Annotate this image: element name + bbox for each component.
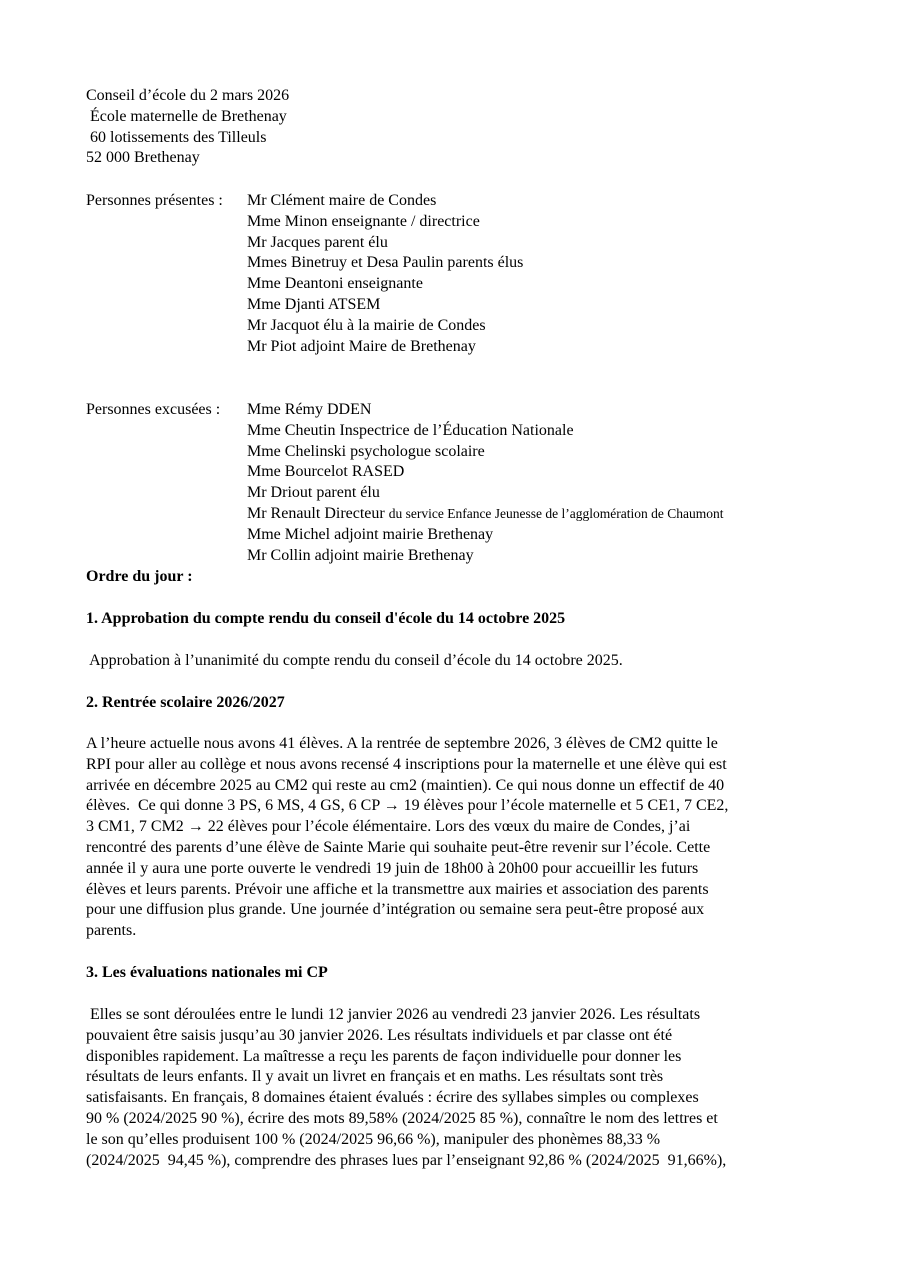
section-body-1: [86, 651, 826, 672]
present-person: Mr Clément maire de Condes: [247, 192, 437, 209]
paragraph-line: arrivée en décembre 2025 au CM2 qui reste au cm2 (maintien). Ce qui nous donne un effectif de 40: [86, 776, 725, 794]
excused-list: [247, 400, 724, 566]
paragraph-line: parents.: [86, 922, 137, 940]
paragraph-line: A l’heure actuelle nous avons 41 élèves. A la rentrée de septembre 2026, 3 élèves de CM2 quitte le: [86, 735, 718, 752]
paragraph-line: le son qu’elles produisent 100 % (2024/2025 96,66 %), manipuler des phonèmes 88,33 %: [86, 1130, 661, 1148]
paragraph-line: pouvaient être saisis jusqu’au 30 janvier 2026. Les résultats individuels et par classe ont été: [86, 1026, 673, 1044]
section-heading-3: 3. Les évaluations nationales mi CP: [86, 964, 328, 981]
paragraph-line: élèves. Ce qui donne 3 PS, 6 MS, 4 GS, 6 CP → 19 élèves pour l’école maternelle et 5 CE1, 7 CE2,: [86, 797, 729, 815]
school-city: 52 000 Brethenay: [86, 149, 200, 167]
present-person: Mme Minon enseignante / directrice: [247, 212, 480, 230]
paragraph-line: RPI pour aller au collège et nous avons recensé 4 inscriptions pour la maternelle et une élève qui est: [86, 755, 727, 773]
section-heading-1: 1. Approbation du compte rendu du conseil d'école du 14 octobre 2025: [86, 610, 566, 627]
document-header: [86, 86, 289, 169]
school-name: École maternelle de Brethenay: [90, 107, 287, 125]
agenda-title: Ordre du jour :: [86, 568, 193, 585]
paragraph-line: élèves et leurs parents. Prévoir une affiche et la transmettre aux mairies et association des parents: [86, 880, 709, 898]
paragraph-line: Approbation à l’unanimité du compte rendu du conseil d’école du 14 octobre 2025.: [86, 652, 623, 669]
present-list: [247, 191, 523, 357]
excused-person: Mme Bourcelot RASED: [247, 463, 405, 481]
paragraph-line: année il y aura une porte ouverte le vendredi 19 juin de 18h00 à 20h00 pour accueillir les futurs: [86, 859, 699, 877]
document-title: Conseil d’école du 2 mars 2026: [86, 87, 290, 104]
section-body-3: [86, 1005, 826, 1171]
present-person: Mr Jacques parent élu: [247, 233, 388, 251]
excused-person-renault: [247, 504, 724, 525]
excused-label: Personnes excusées :: [86, 401, 221, 418]
present-label: Personnes présentes :: [86, 192, 223, 209]
renault-service: du service Enfance Jeunesse de l’agglomération de Chaumont: [388, 505, 724, 521]
paragraph-line: disponibles rapidement. La maîtresse a reçu les parents de façon individuelle pour donner les: [86, 1047, 682, 1065]
excused-person: Mme Chelinski psychologue scolaire: [247, 442, 485, 460]
section-body-2: [86, 734, 826, 942]
paragraph-line: Elles se sont déroulées entre le lundi 12 janvier 2026 au vendredi 23 janvier 2026. Les résultats: [86, 1006, 701, 1023]
paragraph-line: rencontré des parents d’une élève de Sainte Marie qui souhaite peut-être revenir sur l’école. Cette: [86, 838, 711, 856]
paragraph-line: 90 % (2024/2025 90 %), écrire des mots 89,58% (2024/2025 85 %), connaître le nom des lettres et: [86, 1109, 718, 1127]
present-person: Mme Deantoni enseignante: [247, 275, 423, 293]
renault-name: Mr Renault Directeur: [247, 504, 389, 522]
present-person: Mr Piot adjoint Maire de Brethenay: [247, 337, 476, 355]
paragraph-line: 3 CM1, 7 CM2 → 22 élèves pour l’école élémentaire. Lors des vœux du maire de Condes, j’ai: [86, 818, 691, 836]
excused-person: Mme Cheutin Inspectrice de l’Éducation Nationale: [247, 421, 574, 439]
paragraph-line: satisfaisants. En français, 8 domaines étaient évalués : écrire des syllabes simples ou complexes: [86, 1089, 699, 1107]
paragraph-line: résultats de leurs enfants. Il y avait un livret en français et en maths. Les résultats sont très: [86, 1068, 664, 1086]
present-person: Mme Djanti ATSEM: [247, 295, 381, 313]
section-heading-2: 2. Rentrée scolaire 2026/2027: [86, 694, 285, 711]
paragraph-line: (2024/2025 94,45 %), comprendre des phrases lues par l’enseignant 92,86 % (2024/2025 91,66%),: [86, 1151, 727, 1169]
present-person: Mr Jacquot élu à la mairie de Condes: [247, 316, 486, 334]
excused-person: Mr Collin adjoint mairie Brethenay: [247, 546, 474, 564]
paragraph-line: pour une diffusion plus grande. Une journée d’intégration ou semaine sera peut-être proposé aux: [86, 901, 705, 919]
excused-person: Mme Michel adjoint mairie Brethenay: [247, 525, 494, 543]
present-person: Mmes Binetruy et Desa Paulin parents élus: [247, 254, 524, 272]
excused-person: Mr Driout parent élu: [247, 484, 380, 502]
school-street: 60 lotissements des Tilleuls: [90, 128, 267, 146]
excused-person: Mme Rémy DDEN: [247, 401, 372, 418]
